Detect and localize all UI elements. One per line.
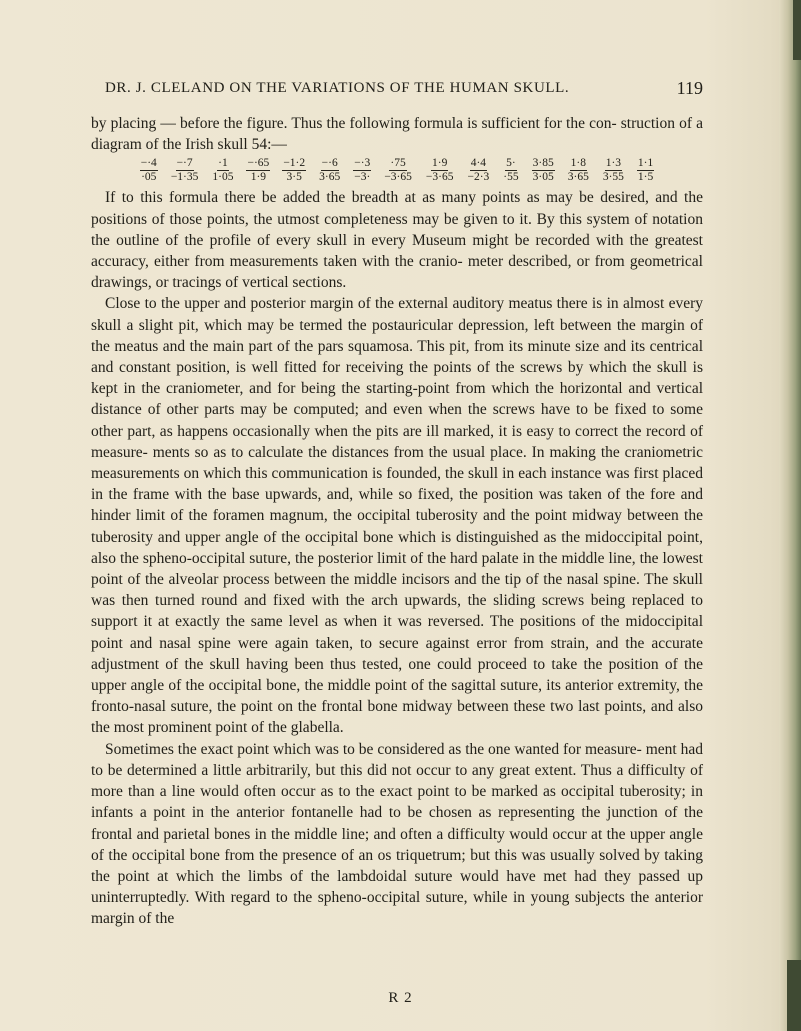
formula-denominator: ·05 — [141, 171, 157, 184]
formula-fraction — [567, 157, 590, 184]
intro-paragraph: by placing — before the figure. Thus the following formula is sufficient for the con- struction of a diagram of the Irish skull 54:— — [91, 115, 703, 154]
body-text — [91, 113, 703, 930]
formula-numerator: ·75 — [390, 157, 406, 170]
running-title: DR. J. CLELAND ON THE VARIATIONS OF THE HUMAN SKULL. — [105, 80, 570, 96]
formula-numerator: ·1 — [218, 157, 228, 170]
signature-mark: R 2 — [388, 990, 413, 1006]
formula-numerator: −·4 — [140, 157, 157, 170]
formula-fraction — [637, 157, 654, 184]
page-edge-shadow — [779, 0, 801, 1031]
formula-numerator: 1·8 — [570, 157, 586, 170]
formula-fraction — [246, 157, 270, 184]
formula-fraction — [532, 157, 555, 184]
formula-numerator: 1·3 — [605, 157, 622, 170]
formula-denominator: 3·65 — [319, 171, 341, 184]
formula-fraction — [502, 157, 519, 184]
formula-fraction — [353, 157, 371, 184]
formula-denominator: −1·35 — [170, 171, 199, 184]
formula-denominator: 3·65 — [567, 171, 589, 184]
formula-denominator: 1·9 — [250, 171, 267, 184]
formula-denominator: ·55 — [503, 171, 519, 184]
formula-numerator: 4·4 — [470, 157, 487, 170]
formula-fraction — [140, 157, 158, 184]
formula-denominator: 1·05 — [212, 171, 234, 184]
paragraph-1: If to this formula there be added the breadth at as many points as may be desired, and the positions of those points, the utmost completeness may be given to it. By this system of notation the outline of the profile of every skull in every Museum might be recorded with the greatest accuracy, either from measurements taken with the cranio- meter described, or from geometrical drawings, or tracings of vertical sections. — [91, 189, 703, 292]
formula-numerator: −·3 — [354, 157, 371, 170]
page-edge-dark-top — [793, 0, 801, 60]
formula-denominator: −2·3 — [467, 171, 490, 184]
formula-numerator: 5· — [506, 157, 516, 170]
formula-fraction — [602, 157, 625, 184]
formula-denominator: −3·65 — [384, 171, 412, 184]
formula-numerator: −·6 — [321, 157, 338, 170]
paragraph-2: Close to the upper and posterior margin of the external auditory meatus there is in almost every skull a slight pit, which may be termed the postauricular depression, left between the margin of the meatus and the main part of the pars squamosa. This pit, from its minute size and its centrical and constant position, is well fitted for receiving the points of the screws by which the skull is kept in the craniometer, and for being the starting-point from which the horizontal and vertical distance of other parts may be computed; and even when the screws have to be fixed to some other part, as happens occasionally when the pits are ill marked, it is easy to correct the record of measure- ments so as to calculate the distances from the usual place. In making the craniometric measurements on which this communication is founded, the skull in each instance was first placed in the frame with the base upwards, and, while so fixed, the position was taken of the fore and hinder limit of the foramen magnum, the occipital tuberosity and the point midway between the tuberosity and upper angle of the occipital bone which is distinguished as the midoccipital point, also the spheno-occipital suture, the posterior limit of the hard palate in the middle line, the lowest point of the alveolar process between the middle incisors and the tip of the nasal spine. The skull was then turned round and fixed with the arch upwards, the sliding screws being replaced to support it at exactly the same level as when it was reversed. The positions of the midoccipital point and nasal spine were again taken, to secure against error from strain, and the accurate adjustment of the skull having been thus tested, one could proceed to take the position of the upper angle of the occipital bone, the middle point of the sagittal suture, its anterior extremity, the fronto-nasal suture, the point on the frontal bone midway between these two last points, and also the most prominent point of the glabella. — [91, 295, 703, 737]
formula-denominator: 3·5 — [286, 171, 302, 184]
formula-denominator: −3· — [354, 171, 371, 184]
formula-denominator: 3·05 — [532, 171, 554, 184]
formula-fraction — [425, 157, 455, 184]
formula-numerator: −1·2 — [283, 157, 306, 170]
paragraph-3: Sometimes the exact point which was to be considered as the one wanted for measure- ment had to be determined a little arbitrarily, but this did not occur to any great extent. Thus a difficulty of more than a line would often occur as to the exact point to be marked as occipital tuberosity; in infants a point in the anterior fontanelle had to be chosen as representing the junction of the frontal and parietal bones in the middle line; and often a difficulty would occur at the upper angle of the occipital bone from the presence of an os triquetrum; but this was usually solved by taking the point at which the limbs of the lambdoidal suture would have met had they passed up uninterruptedly. With regard to the spheno-occipital suture, while in young subjects the anterior margin of the — [91, 740, 703, 928]
running-head — [91, 80, 703, 102]
formula-fraction — [282, 157, 306, 184]
formula-fraction — [383, 157, 413, 184]
formula-fraction — [466, 157, 490, 184]
formula-numerator: −·65 — [247, 157, 270, 170]
formula-denominator: 1·5 — [637, 171, 654, 184]
formula-denominator: 3·55 — [602, 171, 624, 184]
formula-fraction — [318, 157, 341, 184]
skull-formula — [91, 157, 703, 184]
formula-fraction — [170, 157, 200, 184]
formula-numerator: 1·9 — [432, 157, 448, 170]
formula-numerator: 3·85 — [532, 157, 554, 170]
formula-fraction — [211, 157, 234, 184]
formula-denominator: −3·65 — [425, 171, 454, 184]
page-number: 119 — [676, 78, 703, 98]
formula-numerator: −·7 — [176, 157, 193, 170]
formula-numerator: 1·1 — [637, 157, 654, 170]
